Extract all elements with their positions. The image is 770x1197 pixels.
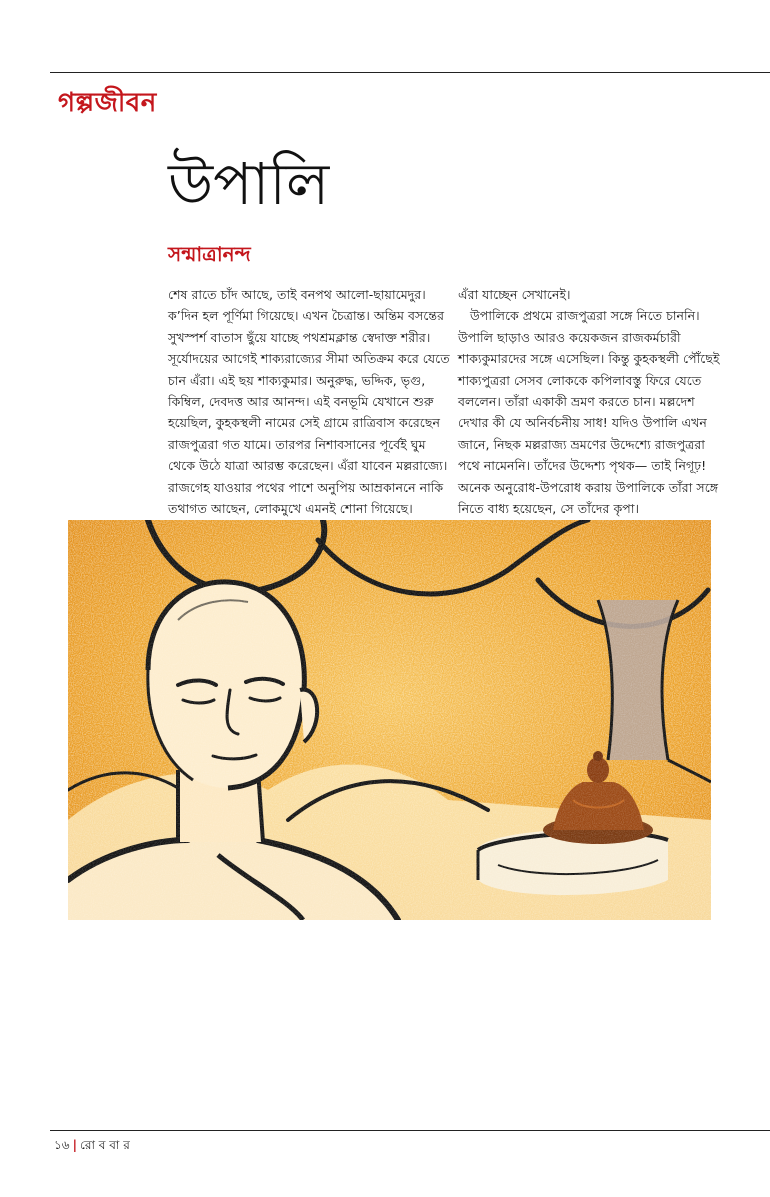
top-rule xyxy=(50,72,770,73)
magazine-name: রো ব বা র xyxy=(79,1138,130,1152)
paragraph: উপালিকে প্রথমে রাজপুত্ররা সঙ্গে নিতে চাননি। উপালি ছাড়াও আরও কয়েকজন রাজকর্মচারী শাক্যকুমারদের সঙ্গে এসেছিল। কিন্তু কুহকস্থলী পৌঁছেই শাক্যপুত্ররা সেসব লোককে কপিলাবস্তু ফিরে যেতে বললেন। তাঁরা একাকী ভ্রমণ করতে চান। মল্লদেশ দেখার কী যে অনির্বচনীয় সাধ! যদিও উপালি এখন জানে, নিছক মল্লরাজ্য ভ্রমণের উদ্দেশ্যে রাজপুত্ররা পথে নামেননি। তাঁদের উদ্দেশ্য পৃথক— তাই নিগূঢ়! অনেক অনুরোধ-উপরোধ করায় উপালিকে তাঁরা সঙ্গে নিতে বাধ্য হয়েছেন, সে তাঁদের কৃপা। xyxy=(458,308,720,517)
story-illustration xyxy=(68,520,711,920)
monk-buddha-painting xyxy=(68,520,711,920)
section-label: গল্পজীবন xyxy=(58,88,157,118)
page-number: ১৬ xyxy=(54,1138,70,1152)
page-footer xyxy=(54,1137,130,1157)
story-title: উপালি xyxy=(168,150,330,218)
bottom-rule xyxy=(50,1130,770,1131)
text-column-left xyxy=(168,284,450,519)
footer-divider: | xyxy=(72,1138,77,1152)
text-column-right xyxy=(458,284,724,519)
paragraph: শেষ রাতে চাঁদ আছে, তাই বনপথ আলো-ছায়ামেদুর। ক’দিন হল পূর্ণিমা গিয়েছে। এখন চৈত্রান্ত। অন্তিম বসন্তের সুখস্পর্শ বাতাস ছুঁয়ে যাচ্ছে পথশ্রমক্লান্ত স্বেদাক্ত শরীর। সূর্যোদয়ের আগেই শাক্যরাজ্যের সীমা অতিক্রম করে যেতে চান এঁরা। এই ছয় শাক্যকুমার। অনুরুদ্ধ, ভদ্দিক, ভৃগু, কিম্বিল, দেবদত্ত আর আনন্দ। এই বনভূমি যেখানে শুরু হয়েছিল, কুহকস্থলী নামের সেই গ্রামে রাত্রিবাস করেছেন রাজপুত্ররা গত যামে। তারপর নিশাবসানের পূর্বেই ঘুম থেকে উঠে যাত্রা আরম্ভ করেছেন। এঁরা যাবেন মল্লরাজ্যে। রাজগেহ যাওয়ার পথের পাশে অনুপিয় আম্রকাননে নাকি তথাগত আছেন, লোকমুখে এমনই শোনা গিয়েছে। xyxy=(168,287,450,517)
author-name: সন্মাত্রানন্দ xyxy=(168,242,251,266)
paragraph: এঁরা যাচ্ছেন সেখানেই। xyxy=(458,287,571,302)
